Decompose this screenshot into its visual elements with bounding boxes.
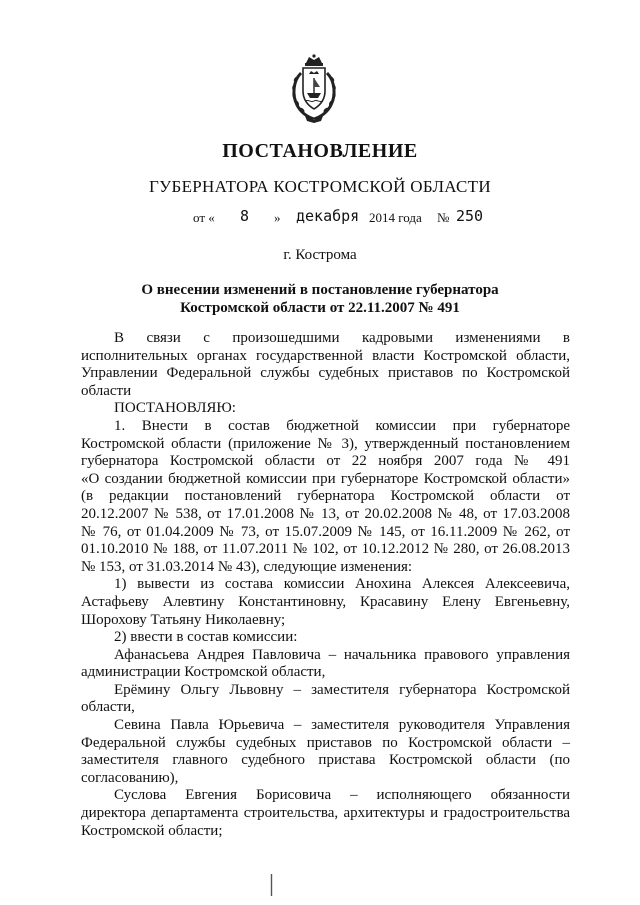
paragraph-line: 01.10.2010 № 188, от 11.07.2011 № 102, от 10.12.2012 № 280, от 26.08.2013 [81, 541, 570, 558]
date-day: 8 [240, 207, 250, 225]
paragraph-line: Афанасьева Андрея Павловича – начальника правового управления [114, 646, 570, 663]
paragraph-line: области, [81, 699, 135, 716]
heading-line: Костромской области от 22.11.2007 № 491 [180, 300, 460, 316]
paragraph-line: Шорохову Татьяну Николаевну; [81, 611, 286, 628]
issuer-title: ГУБЕРНАТОРА КОСТРОМСКОЙ ОБЛАСТИ [149, 177, 491, 196]
scan-artifact-mark [270, 874, 273, 896]
paragraph-line: (в редакции постановлений губернатора Костромской области от [81, 488, 570, 505]
paragraph-line: области [81, 382, 132, 399]
paragraph-line: 1) вывести из состава комиссии Анохина Алексея Алексеевича, [114, 576, 570, 593]
paragraph-line: исполнительных органах государственной власти Костромской области, [81, 347, 570, 364]
document-number: 250 [456, 207, 484, 225]
paragraph-line: заместителя главного судебного пристава Костромской области (по [81, 752, 570, 769]
number-sign: № [437, 210, 450, 225]
paragraph-line: Федеральной службы судебных приставов по Костромской области – [81, 734, 570, 751]
document-body [81, 330, 570, 840]
paragraph-line: Севина Павла Юрьевича – заместителя руководителя Управления [114, 717, 570, 734]
resolution-keyword: ПОСТАНОВЛЯЮ: [114, 400, 236, 417]
paragraph-line: Суслова Евгения Борисовича – исполняющего обязанности [114, 787, 570, 804]
coat-of-arms-emblem [287, 53, 341, 123]
paragraph-line: Управлении Федеральной службы судебных приставов по Костромской [81, 365, 570, 382]
paragraph-line: директора департамента строительства, архитектуры и градостроительства [81, 805, 570, 822]
paragraph-line: Астафьеву Алевтину Константиновну, Красавину Елену Евгеньевну, [81, 593, 570, 610]
city: г. Кострома [283, 247, 357, 263]
paragraph-line: 1. Внести в состав бюджетной комиссии при губернаторе [114, 417, 570, 434]
date-month: декабря [296, 207, 360, 225]
paragraph-line: «О создании бюджетной комиссии при губернаторе Костромской области» [81, 470, 570, 487]
paragraph-line: Костромской области; [81, 822, 223, 839]
paragraph-line: губернатора Костромской области от 22 ноября 2007 года № 491 [81, 453, 570, 470]
heading-line: О внесении изменений в постановление губернатора [141, 282, 499, 298]
paragraph-line: № 76, от 01.04.2009 № 73, от 15.07.2009 № 145, от 16.11.2009 № 262, от [81, 523, 570, 540]
date-year: 2014 года [369, 210, 422, 225]
document-title: ПОСТАНОВЛЕНИЕ [222, 140, 418, 162]
date-prefix: от « [193, 210, 215, 225]
paragraph-line: В связи с произошедшими кадровыми изменениями в [114, 330, 570, 346]
date-close: » [274, 210, 281, 225]
paragraph-line: Ерёмину Ольгу Львовну – заместителя губернатора Костромской [114, 681, 570, 698]
document-heading [0, 281, 640, 317]
paragraph-line: № 153, от 31.03.2014 № 43), следующие изменения: [81, 558, 413, 575]
paragraph-line: Костромской области (приложение № 3), утвержденный постановлением [81, 435, 570, 452]
paragraph-line: 20.12.2007 № 538, от 17.01.2008 № 13, от 20.02.2008 № 48, от 17.03.2008 [81, 505, 570, 522]
paragraph-line: согласованию), [81, 769, 179, 786]
paragraph-line: администрации Костромской области, [81, 664, 326, 681]
paragraph-line: 2) ввести в состав комиссии: [114, 629, 298, 646]
